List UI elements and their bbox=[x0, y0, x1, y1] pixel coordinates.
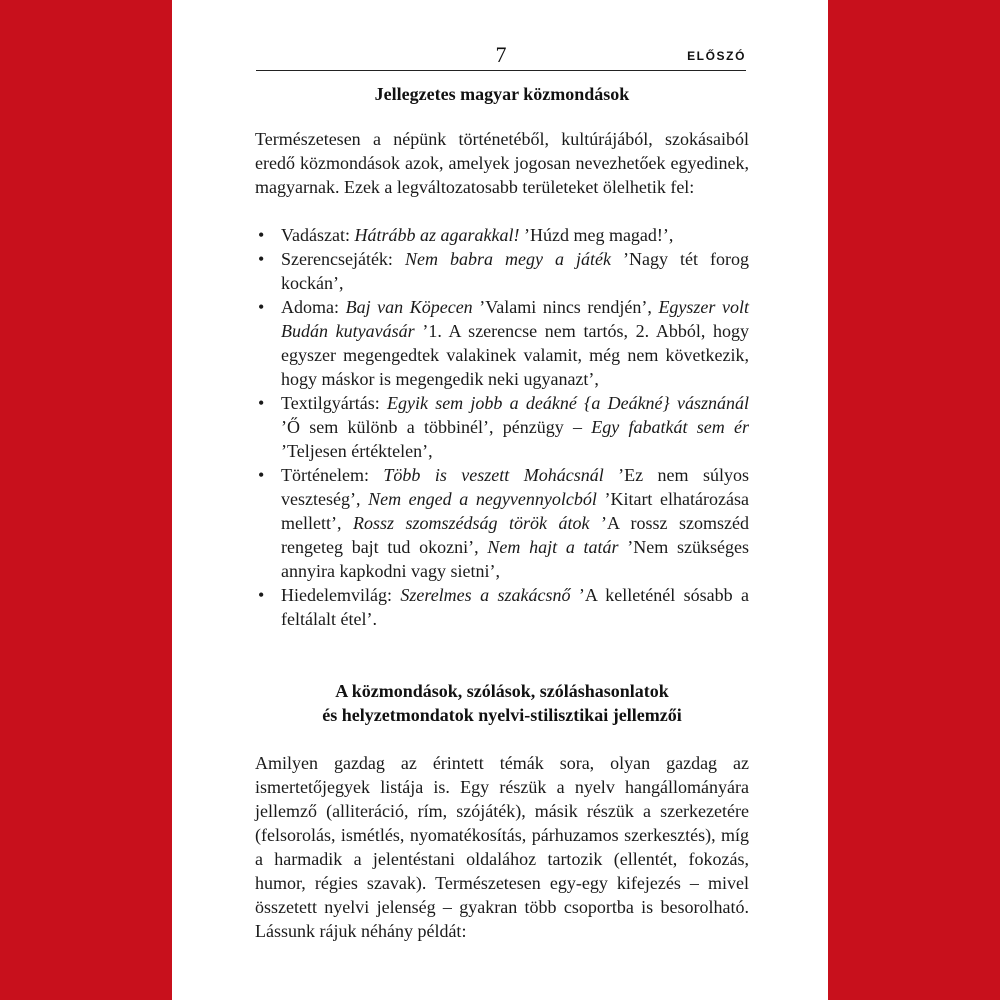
proverb-text: Hátrább az agarakkal! bbox=[354, 225, 520, 245]
list-text: ’Nem szükséges annyira kapkodni vagy sietni’, bbox=[281, 537, 749, 581]
list-text: ’A rossz szomszéd rengeteg bajt tud okozni’, bbox=[281, 513, 749, 557]
section-title-2-line2: és helyzetmondatok nyelvi-stilisztikai jellemzői bbox=[322, 705, 682, 725]
list-text: ’Ő sem különb a többinél’, pénzügy – bbox=[281, 417, 592, 437]
list-text: ’Húzd meg magad!’, bbox=[519, 225, 674, 245]
book-page bbox=[172, 0, 828, 1000]
proverb-list-item bbox=[255, 247, 749, 295]
proverb-list-item bbox=[255, 463, 749, 583]
proverb-text: Nem babra megy a játék bbox=[404, 249, 611, 269]
intro-paragraph: Természetesen a népünk történetéből, kultúrájából, szokásaiból eredő közmondások azok, amelyek jogosan nevezhetőek egyedinek, magyarnak. Ezek a legváltozatosabb területeket ölelhetik fel: bbox=[255, 129, 749, 197]
page-number: 7 bbox=[495, 42, 507, 67]
proverb-text: Nem enged a negyvennyolcból bbox=[368, 489, 597, 509]
proverb-list bbox=[255, 223, 749, 631]
proverb-text: Nem hajt a tatár bbox=[487, 537, 619, 557]
list-text: ’Teljesen értéktelen’, bbox=[281, 441, 433, 461]
list-text: Textilgyártás: bbox=[281, 393, 387, 413]
proverb-text: Egyszer volt Budán kutyavásár bbox=[281, 297, 749, 341]
list-text: ’Ez nem súlyos veszteség’, bbox=[281, 465, 749, 509]
body-paragraph: Amilyen gazdag az érintett témák sora, olyan gazdag az ismertetőjegyek listája is. Egy részük a nyelv hangállományára jellemző (alliteráció, rím, szójáték), másik részük a szerkezetére (felsorolás, ismétlés, nyomatékosítás, párhuzamos szerkesztés), míg a harmadik a jelentéstani oldalához tartozik (ellentét, fokozás, humor, régies szavak). Természetesen egy-egy kifejezés – mivel összetett nyelvi jelenség – gyakran több csoportba is besorolható. Lássunk rájuk néhány példát: bbox=[255, 753, 749, 941]
list-text: Hiedelemvilág: bbox=[281, 585, 401, 605]
proverb-text: Rossz szomszédság török átok bbox=[352, 513, 590, 533]
list-text: ’Nagy tét forog kockán’, bbox=[281, 249, 749, 293]
list-text: ’1. A szerencse nem tartós, 2. Abból, hogy egyszer megengedtek valakinek valamit, még nem következik, hogy máskor is megengedik neki ugyanazt’, bbox=[281, 321, 749, 389]
proverb-text: Baj van Köpecen bbox=[345, 297, 473, 317]
proverb-text: Egyik sem jobb a deákné {a Deákné} vásznánál bbox=[386, 393, 749, 413]
proverb-text: Szerelmes a szakácsnő bbox=[400, 585, 571, 605]
list-text: ’Valami nincs rendjén’, bbox=[472, 297, 659, 317]
page-body bbox=[255, 82, 749, 943]
list-text: ’Kitart elhatározása mellett’, bbox=[281, 489, 749, 533]
section-title: Jellegzetes magyar közmondások bbox=[374, 84, 630, 104]
page-header bbox=[256, 40, 746, 71]
list-text: Szerencsejáték: bbox=[281, 249, 405, 269]
list-text: Történelem: bbox=[281, 465, 384, 485]
section-title-2 bbox=[255, 679, 749, 727]
proverb-list-item bbox=[255, 583, 749, 631]
list-text: Vadászat: bbox=[281, 225, 355, 245]
proverb-text: Több is veszett Mohácsnál bbox=[383, 465, 604, 485]
proverb-list-item bbox=[255, 391, 749, 463]
list-text: ’A kelleténél sósabb a feltálalt étel’. bbox=[281, 585, 749, 629]
proverb-list-item bbox=[255, 223, 749, 247]
proverb-text: Egy fabatkát sem ér bbox=[591, 417, 749, 437]
proverb-list-item bbox=[255, 295, 749, 391]
running-head: ELŐSZÓ bbox=[687, 49, 746, 63]
list-text: Adoma: bbox=[281, 297, 346, 317]
section-title-2-line1: A közmondások, szólások, szóláshasonlatok bbox=[335, 681, 669, 701]
